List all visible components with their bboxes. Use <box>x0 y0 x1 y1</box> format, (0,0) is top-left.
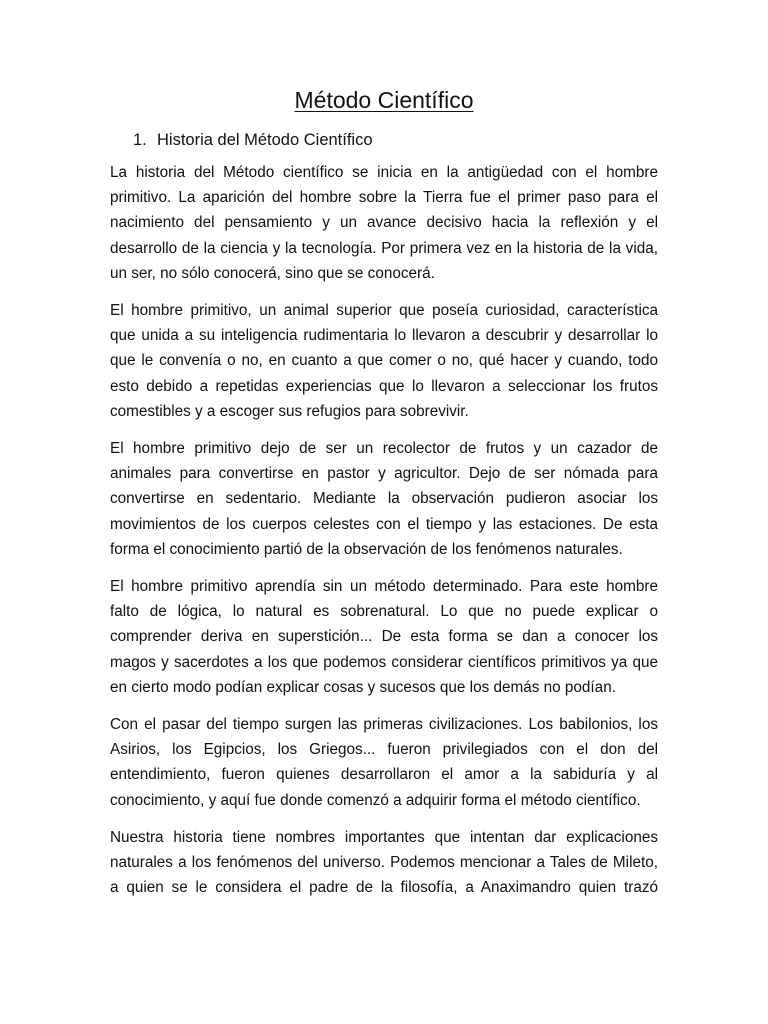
text-line: magos y sacerdotes a los que podemos considerar científicos primitivos ya que <box>110 653 658 671</box>
paragraph <box>110 574 658 700</box>
paragraph <box>110 825 658 901</box>
text-line: nacimiento del pensamiento y un avance decisivo hacia la reflexión y el <box>110 214 658 232</box>
text-line: Con el pasar del tiempo surgen las primeras civilizaciones. Los babilonios, los <box>110 716 658 734</box>
text-line: un ser, no sólo conocerá, sino que se conocerá. <box>110 264 435 282</box>
section-heading <box>133 128 373 152</box>
section-heading-text: Historia del Método Científico <box>157 131 373 149</box>
text-line: Nuestra historia tiene nombres importantes que intentan dar explicaciones <box>110 828 658 846</box>
text-line: La historia del Método científico se inicia en la antigüedad con el hombre <box>110 164 658 181</box>
text-line: que le convenía o no, en cuanto a que comer o no, qué hacer y cuando, todo <box>110 352 658 370</box>
text-line: animales para convertirse en pastor y agricultor. Dejo de ser nómada para <box>110 465 658 483</box>
paragraph <box>110 298 658 424</box>
text-line: desarrollo de la ciencia y la tecnología. Por primera vez en la historia de la vida, <box>110 239 658 257</box>
text-line: El hombre primitivo dejo de ser un recolector de frutos y un cazador de <box>110 440 658 458</box>
text-line: primitivo. La aparición del hombre sobre la Tierra fue el primer paso para el <box>110 189 658 207</box>
document-title: Método Científico <box>294 87 474 113</box>
text-line: comprender deriva en superstición... De esta forma se dan a conocer los <box>110 628 658 646</box>
text-line: comestibles y a escoger sus refugios para sobrevivir. <box>110 402 469 420</box>
text-line: entendimiento, fueron quienes desarrollaron el amor a la sabiduría y al <box>110 766 658 784</box>
paragraph <box>110 712 658 813</box>
text-line: naturales a los fenómenos del universo. Podemos mencionar a Tales de Mileto, <box>110 854 658 872</box>
paragraph <box>110 436 658 562</box>
text-line: El hombre primitivo aprendía sin un método determinado. Para este hombre <box>110 578 658 596</box>
text-line: El hombre primitivo, un animal superior que poseía curiosidad, característica <box>110 302 658 320</box>
text-line: conocimiento, y aquí fue donde comenzó a adquirir forma el método científico. <box>110 791 641 809</box>
text-line: convertirse en sedentario. Mediante la observación pudieron asociar los <box>110 490 658 508</box>
text-line: movimientos de los cuerpos celestes con el tiempo y las estaciones. De esta <box>110 515 658 533</box>
paragraph <box>110 160 658 286</box>
text-line: falto de lógica, lo natural es sobrenatural. Lo que no puede explicar o <box>110 603 658 621</box>
text-line: esto debido a repetidas experiencias que lo llevaron a seleccionar los frutos <box>110 377 658 395</box>
text-line: a quien se le considera el padre de la filosofía, a Anaximandro quien trazó <box>110 879 658 897</box>
document-body <box>110 160 658 912</box>
text-line: en cierto modo podían explicar cosas y sucesos que los demás no podían. <box>110 678 616 696</box>
text-line: que unida a su inteligencia rudimentaria lo llevaron a descubrir y desarrollar lo <box>110 327 658 345</box>
text-line: Asirios, los Egipcios, los Griegos... fueron privilegiados con el don del <box>110 741 658 759</box>
section-number: 1. <box>133 131 147 149</box>
text-line: forma el conocimiento partió de la observación de los fenómenos naturales. <box>110 540 623 558</box>
